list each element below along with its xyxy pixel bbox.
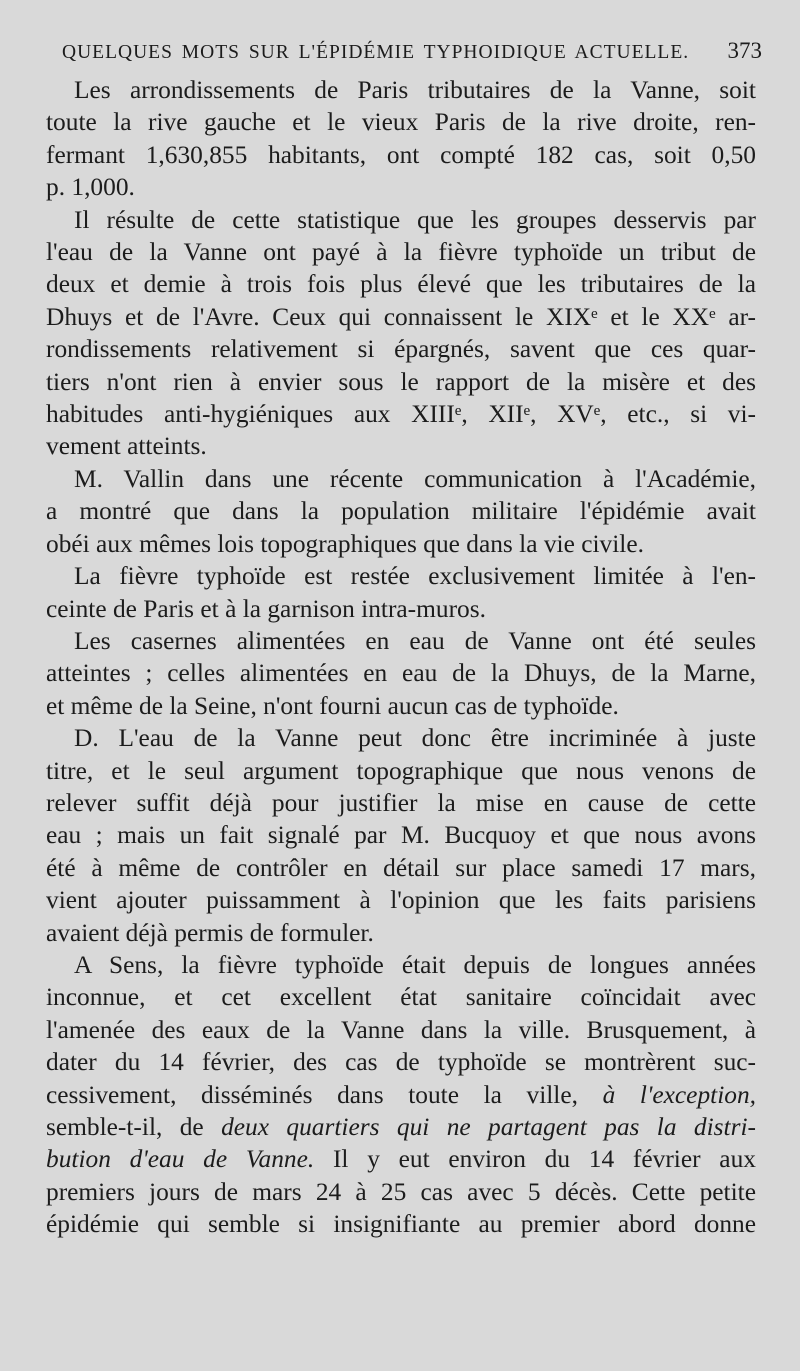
text-line: été à même de contrôler en détail sur place samedi 17 mars, — [46, 853, 756, 882]
text-line: titre, et le seul argument topographique que nous venons de — [46, 756, 756, 785]
text-line: M. Vallin dans une récente communication à l'Académie, — [74, 464, 756, 493]
text-line: obéi aux mêmes lois topographiques que dans la vie civile. — [46, 529, 644, 558]
text-line: et même de la Seine, n'ont fourni aucun cas de typhoïde. — [46, 691, 619, 720]
paragraph-2 — [46, 204, 756, 463]
italic-fragment: à l'exception, — [602, 1080, 756, 1109]
text-line: inconnue, et cet excellent état sanitaire coïncidait avec — [46, 983, 756, 1012]
text-line — [46, 1143, 756, 1175]
paragraph-1 — [46, 74, 756, 204]
text-line: tiers n'ont rien à envier sous le rapport de la misère et des — [46, 367, 756, 396]
paragraph-4 — [46, 560, 756, 625]
paragraph-3 — [46, 463, 756, 560]
text-line: a montré que dans la population militaire l'épidémie avait — [46, 497, 756, 526]
text-fragment: cessivement, disséminés dans toute la ville, — [46, 1080, 578, 1109]
page-header — [62, 38, 762, 64]
text-line: avaient déjà permis de formuler. — [46, 918, 374, 947]
text-line: Les casernes alimentées en eau de Vanne ont été seules — [74, 626, 756, 655]
text-line: premiers jours de mars 24 à 25 cas avec 5 décès. Cette petite — [46, 1177, 756, 1206]
text-fragment: Il y eut environ du 14 février aux — [332, 1145, 756, 1174]
text-line: vement atteints. — [46, 432, 207, 461]
text-line: toute la rive gauche et le vieux Paris de la rive droite, ren- — [46, 108, 756, 137]
text-line: D. L'eau de la Vanne peut donc être incriminée à juste — [74, 724, 756, 753]
text-line: La fièvre typhoïde est restée exclusivement limitée à l'en- — [74, 562, 756, 591]
text-line: rondissements relativement si épargnés, savent que ces quar- — [46, 335, 756, 364]
paragraph-5 — [46, 625, 756, 722]
paragraph-7 — [46, 949, 756, 1241]
text-line: Il résulte de cette statistique que les groupes desservis par — [74, 205, 756, 234]
text-line: eau ; mais un fait signalé par M. Bucquoy et que nous avons — [46, 821, 756, 850]
text-line: habitudes anti-hygiéniques aux XIIIᵉ, XIIᵉ, XVᵉ, etc., si vi- — [46, 400, 756, 429]
text-line — [46, 1111, 756, 1143]
italic-fragment: deux quartiers qui ne partagent pas la distri- — [221, 1113, 756, 1141]
text-line: p. 1,000. — [46, 173, 135, 202]
text-line — [46, 1079, 756, 1111]
text-line: Les arrondissements de Paris tributaires de la Vanne, soit — [74, 76, 756, 104]
paragraph-6 — [46, 722, 756, 949]
page-number: 373 — [727, 38, 762, 63]
text-line: deux et demie à trois fois plus élevé que les tributaires de la — [46, 270, 756, 299]
text-line: fermant 1,630,855 habitants, ont compté 182 cas, soit 0,50 — [46, 140, 756, 169]
text-fragment: semble-t-il, de — [46, 1113, 204, 1141]
text-line: Dhuys et de l'Avre. Ceux qui connaissent le XIXᵉ et le XXᵉ ar- — [46, 302, 756, 331]
text-line: dater du 14 février, des cas de typhoïde se montrèrent suc- — [46, 1048, 756, 1077]
body-text — [46, 74, 756, 1241]
running-title: QUELQUES MOTS SUR L'ÉPIDÉMIE TYPHOIDIQUE ACTUELLE. — [62, 42, 690, 63]
text-line: ceinte de Paris et à la garnison intra-muros. — [46, 594, 486, 623]
text-line: épidémie qui semble si insignifiante au premier abord donne — [46, 1210, 756, 1239]
text-line: atteintes ; celles alimentées en eau de la Dhuys, de la Marne, — [46, 659, 756, 688]
text-line: A Sens, la fièvre typhoïde était depuis de longues années — [74, 950, 756, 979]
text-line: l'amenée des eaux de la Vanne dans la ville. Brusquement, à — [46, 1015, 756, 1044]
text-line: l'eau de la Vanne ont payé à la fièvre typhoïde un tribut de — [46, 238, 756, 267]
italic-fragment: bution d'eau de Vanne. — [46, 1145, 315, 1174]
text-line: vient ajouter puissamment à l'opinion que les faits parisiens — [46, 886, 756, 915]
text-line: relever suffit déjà pour justifier la mise en cause de cette — [46, 788, 756, 817]
